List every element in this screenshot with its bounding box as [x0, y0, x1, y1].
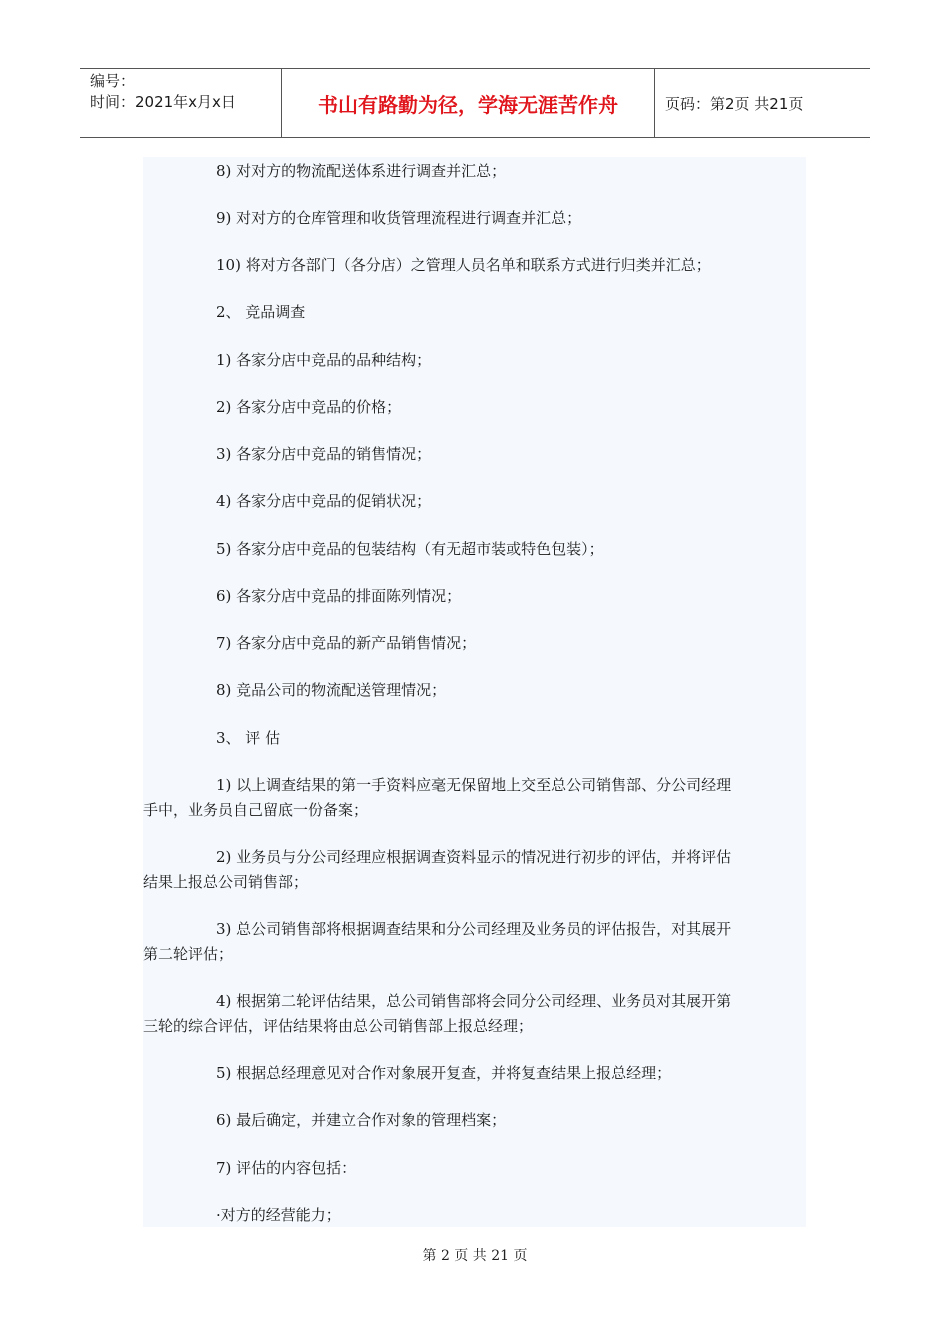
paragraph: 8) 竞品公司的物流配送管理情况； [216, 681, 447, 699]
paragraph: 8) 对对方的物流配送体系进行调查并汇总； [216, 162, 507, 180]
page-info: 页码：第2页 共21页 [665, 94, 804, 113]
paragraph: 7) 评估的内容包括： [216, 1159, 357, 1177]
motto: 书山有路勤为径，学海无涯苦作舟 [318, 92, 618, 117]
paragraph: 4) 各家分店中竞品的促销状况； [216, 492, 432, 510]
paragraph: 10) 将对方各部门（各分店）之管理人员名单和联系方式进行归类并汇总； [216, 256, 711, 274]
paragraph: 1) 以上调查结果的第一手资料应毫无保留地上交至总公司销售部、分公司经理 [216, 776, 732, 794]
header-meta [80, 69, 282, 137]
paragraph-continuation: 第二轮评估； [143, 945, 234, 963]
paragraph: 4) 根据第二轮评估结果，总公司销售部将会同分公司经理、业务员对其展开第 [216, 992, 732, 1010]
paragraph: 7) 各家分店中竞品的新产品销售情况； [216, 634, 477, 652]
paragraph: 5) 各家分店中竞品的包装结构（有无超市装或特色包装）； [216, 540, 604, 558]
paragraph: 1) 各家分店中竞品的品种结构； [216, 351, 432, 369]
paragraph-continuation: 三轮的综合评估，评估结果将由总公司销售部上报总经理； [143, 1017, 534, 1035]
document-body [143, 157, 806, 1227]
paragraph-continuation: 手中，业务员自己留底一份备案； [143, 801, 369, 819]
page-header [80, 68, 870, 138]
section-heading: 2、 竞品调查 [216, 303, 306, 321]
header-page-info [655, 69, 870, 137]
paragraph: 3) 总公司销售部将根据调查结果和分公司经理及业务员的评估报告，对其展开 [216, 920, 732, 938]
paragraph: 5) 根据总经理意见对合作对象展开复查，并将复查结果上报总经理； [216, 1064, 672, 1082]
bullet-item: ·对方的经营能力； [216, 1206, 341, 1224]
paragraph: 6) 各家分店中竞品的排面陈列情况； [216, 587, 462, 605]
number-label: 编号： [90, 72, 136, 90]
paragraph: 2) 各家分店中竞品的价格； [216, 398, 402, 416]
section-heading: 3、 评 估 [216, 729, 281, 747]
header-motto-cell [282, 69, 655, 137]
paragraph: 6) 最后确定，并建立合作对象的管理档案； [216, 1111, 507, 1129]
paragraph: 2) 业务员与分公司经理应根据调查资料显示的情况进行初步的评估，并将评估 [216, 848, 732, 866]
paragraph: 3) 各家分店中竞品的销售情况； [216, 445, 432, 463]
paragraph: 9) 对对方的仓库管理和收货管理流程进行调查并汇总； [216, 209, 582, 227]
time-label: 时间：2021年x月x日 [90, 93, 236, 111]
paragraph-continuation: 结果上报总公司销售部； [143, 873, 309, 891]
page-footer: 第 2 页 共 21 页 [422, 1248, 528, 1264]
